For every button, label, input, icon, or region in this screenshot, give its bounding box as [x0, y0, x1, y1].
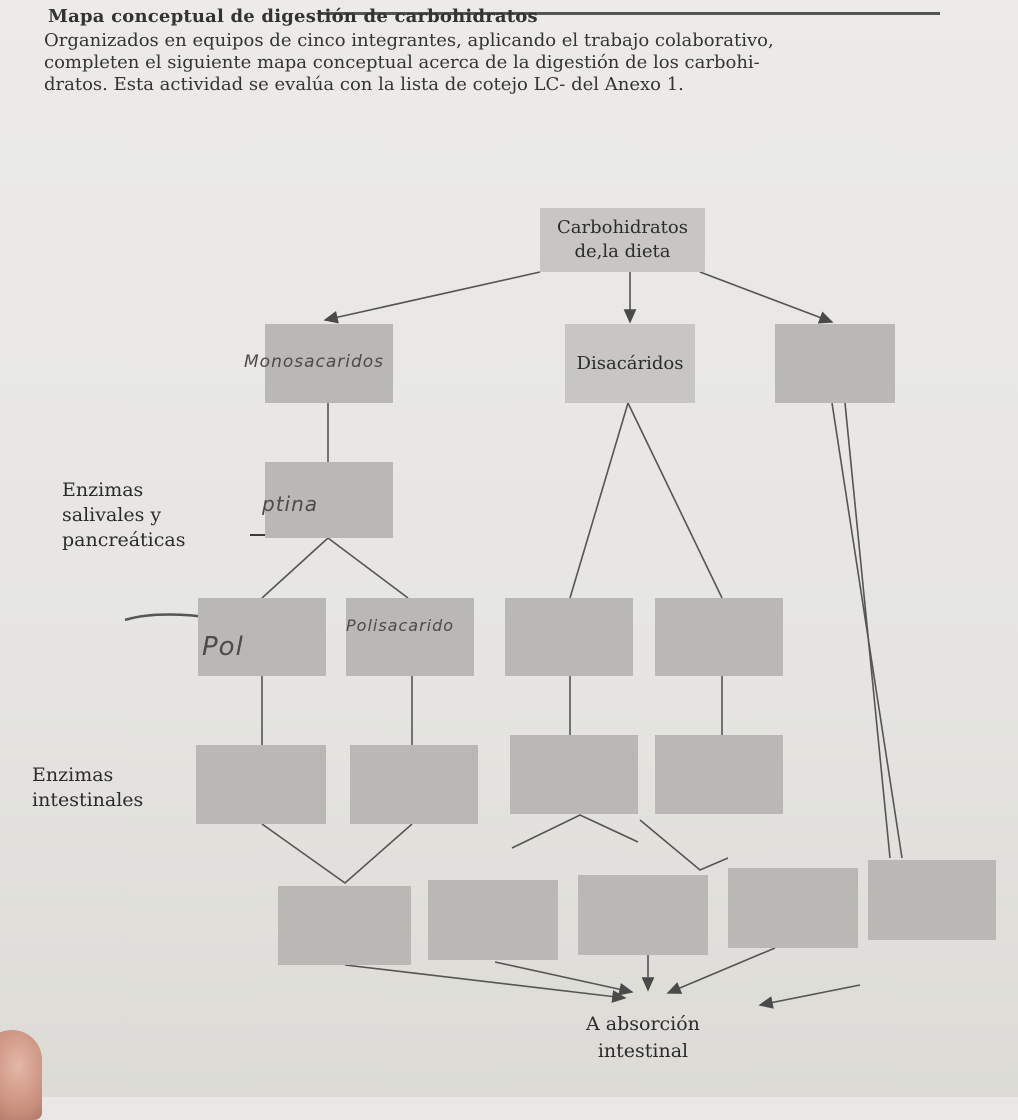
line-enzyme-right — [328, 538, 408, 598]
level1-center-box-disacaridos — [565, 324, 695, 403]
label-enzimas-salivales — [62, 478, 185, 553]
level1-right-box[interactable] — [775, 324, 895, 403]
absorcion-line-1: A absorción — [586, 1013, 700, 1035]
handwritten-enzyme: ptina — [262, 492, 319, 516]
line-disac-right — [628, 403, 722, 598]
finger-in-photo — [0, 1030, 42, 1120]
handwritten-monosacaridos: Monosacaridos — [244, 352, 385, 372]
level5-box-e[interactable] — [868, 860, 996, 940]
root-box-carbohidratos — [540, 208, 705, 272]
line-l4-v-left — [262, 824, 412, 883]
level4-box-c[interactable] — [510, 735, 638, 814]
label-enzimas-intestinales — [32, 763, 143, 813]
level5-box-d[interactable] — [728, 868, 858, 948]
instructions-line-1: Organizados en equipos de cinco integrantes, aplicando el trabajo colaborativo, — [44, 30, 774, 51]
handwritten-pol: Pol — [202, 632, 244, 662]
root-line-1: Carbohidratos — [557, 217, 688, 238]
intestinal-line-1: Enzimas — [32, 764, 114, 786]
salivary-line-2: salivales y — [62, 504, 162, 526]
level4-box-a[interactable] — [196, 745, 326, 824]
line-l4-v-mid — [512, 815, 638, 848]
line-l4-v-right — [640, 820, 728, 870]
level5-box-b[interactable] — [428, 880, 558, 960]
instructions-line-2: completen el siguiente mapa conceptual acerca de la digestión de los carbohi- — [44, 52, 760, 73]
arrow-l5-b — [495, 962, 632, 992]
salivary-line-1: Enzimas — [62, 479, 144, 501]
salivary-line-3: pancreáticas — [62, 529, 186, 551]
level5-box-a[interactable] — [278, 886, 411, 965]
level4-box-b[interactable] — [350, 745, 478, 824]
handwritten-polisacarido: Polisacarido — [346, 616, 455, 635]
page-title: Mapa conceptual de digestión de carbohidratos — [48, 6, 538, 27]
instructions-line-3: dratos. Esta actividad se evalúa con la lista de cotejo LC- del Anexo 1. — [44, 74, 684, 95]
level3-box-c[interactable] — [505, 598, 633, 676]
root-line-2: de,la dieta — [574, 241, 671, 262]
arrow-root-to-left — [325, 272, 540, 320]
arrow-root-to-right — [700, 272, 832, 322]
absorcion-line-2: intestinal — [597, 1040, 689, 1062]
disacaridos-label: Disacáridos — [576, 352, 684, 374]
line-right-inner — [845, 403, 890, 858]
level5-box-c[interactable] — [578, 875, 708, 955]
intestinal-line-2: intestinales — [32, 789, 144, 811]
arrow-l5-e — [760, 985, 860, 1005]
level4-box-d[interactable] — [655, 735, 783, 814]
line-disac-left — [570, 403, 628, 598]
level3-box-b[interactable] — [346, 598, 474, 676]
line-enzyme-left — [262, 538, 328, 598]
absorcion-intestinal-label — [586, 1012, 700, 1064]
level3-box-d[interactable] — [655, 598, 783, 676]
